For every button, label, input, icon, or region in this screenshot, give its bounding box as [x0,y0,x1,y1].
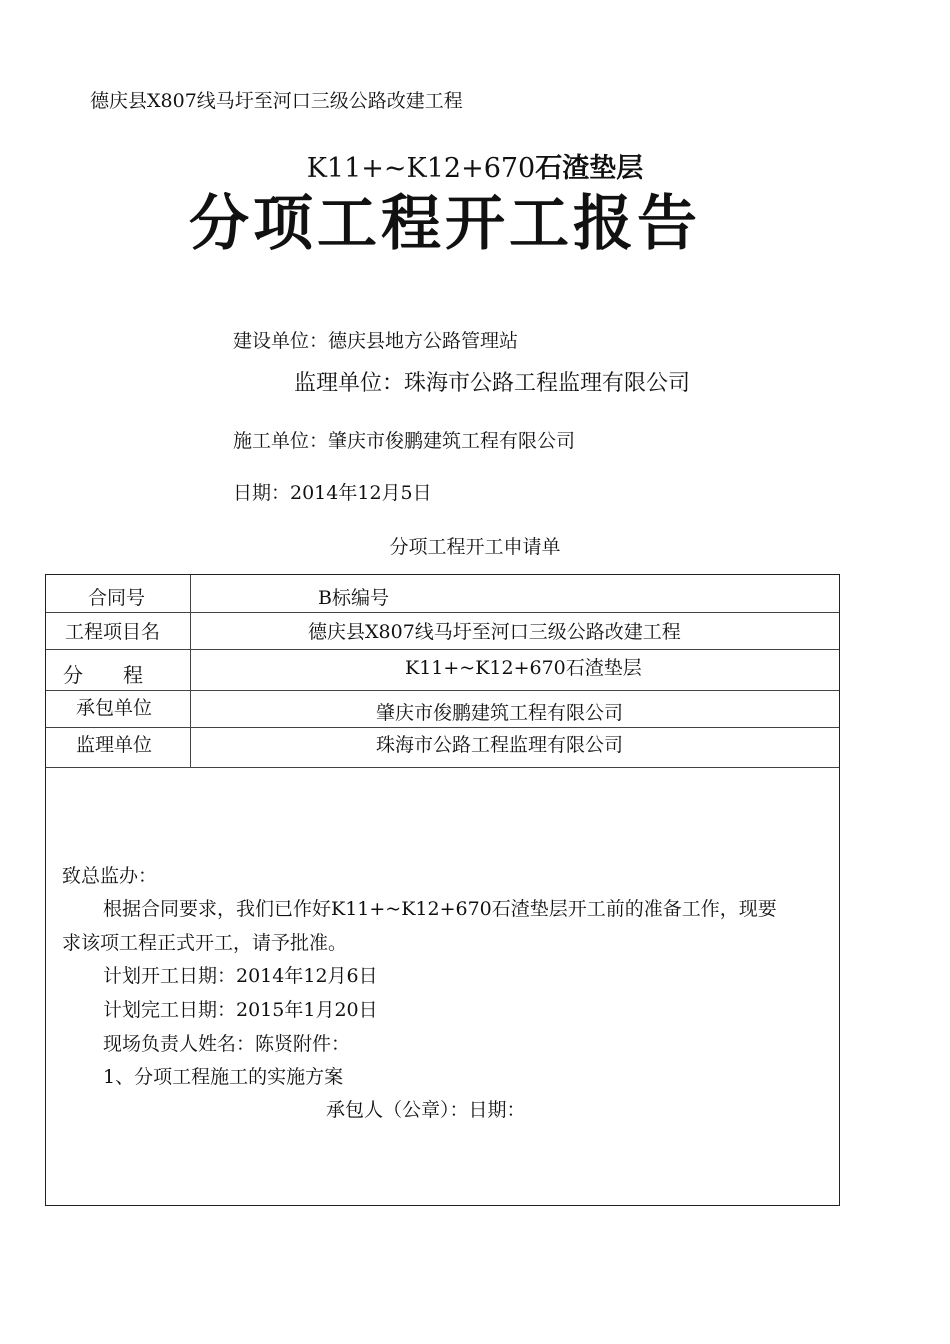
attachment-item-1: 1、分项工程施工的实施方案 [103,1066,344,1088]
supervisor-unit: 监理单位：珠海市公路工程监理有限公司 [294,371,691,396]
subtitle-work-item: 石渣垫层 [535,153,644,184]
table-row-contractor [46,690,839,728]
table-row-contract-no [46,575,839,613]
table-value-cell [190,575,839,612]
application-body-cell [46,767,839,1205]
salutation: 致总监办： [62,865,158,887]
table-label-cell [46,690,191,727]
person-in-charge: 现场负责人姓名：陈贤附件： [103,1033,351,1055]
contractor-unit: 施工单位：肇庆市俊鹏建筑工程有限公司 [233,430,576,452]
planned-end-date: 计划完工日期：2015年1月20日 [103,999,378,1021]
contractor-signature-line: 承包人（公章）：日期： [326,1099,526,1121]
form-title: 分项工程开工申请单 [389,536,561,558]
row-value: K11+~K12+670石渣垫层 [405,657,642,679]
builder-unit: 建设单位：德庆县地方公路管理站 [233,330,519,352]
table-label-cell [46,649,191,690]
row-value: 珠海市公路工程监理有限公司 [376,734,624,756]
table-value-cell [190,690,839,727]
table-value-cell [190,649,839,690]
row-value: B标编号 [318,587,389,609]
row-value: 肇庆市俊鹏建筑工程有限公司 [376,702,624,724]
table-row-sub-item [46,649,839,691]
table-row-project-name [46,612,839,650]
request-paragraph-line-1: 根据合同要求，我们已作好K11+~K12+670石渣垫层开工前的准备工作，现要 [103,898,777,920]
project-name-header: 德庆县X807线马圩至河口三级公路改建工程 [90,90,463,112]
request-paragraph-line-2: 求该项工程正式开工，请予批准。 [62,932,348,954]
row-label: 工程项目名 [65,621,161,643]
report-date: 日期：2014年12月5日 [233,482,432,504]
table-value-cell [190,612,839,649]
planned-start-date: 计划开工日期：2014年12月6日 [103,965,378,987]
table-label-cell [46,727,191,767]
row-label: 合同号 [88,587,146,609]
row-value: 德庆县X807线马圩至河口三级公路改建工程 [308,621,681,643]
table-label-cell [46,575,191,612]
subtitle-section-range: K11+~K12+670 [306,153,536,184]
row-label: 承包单位 [76,697,153,719]
application-form-table [45,574,840,1206]
report-main-title: 分项工程开工报告 [189,189,701,259]
row-label: 分 程 [63,663,143,687]
table-value-cell [190,727,839,767]
table-label-cell [46,612,191,649]
table-row-supervisor [46,727,839,768]
row-label: 监理单位 [76,734,153,756]
